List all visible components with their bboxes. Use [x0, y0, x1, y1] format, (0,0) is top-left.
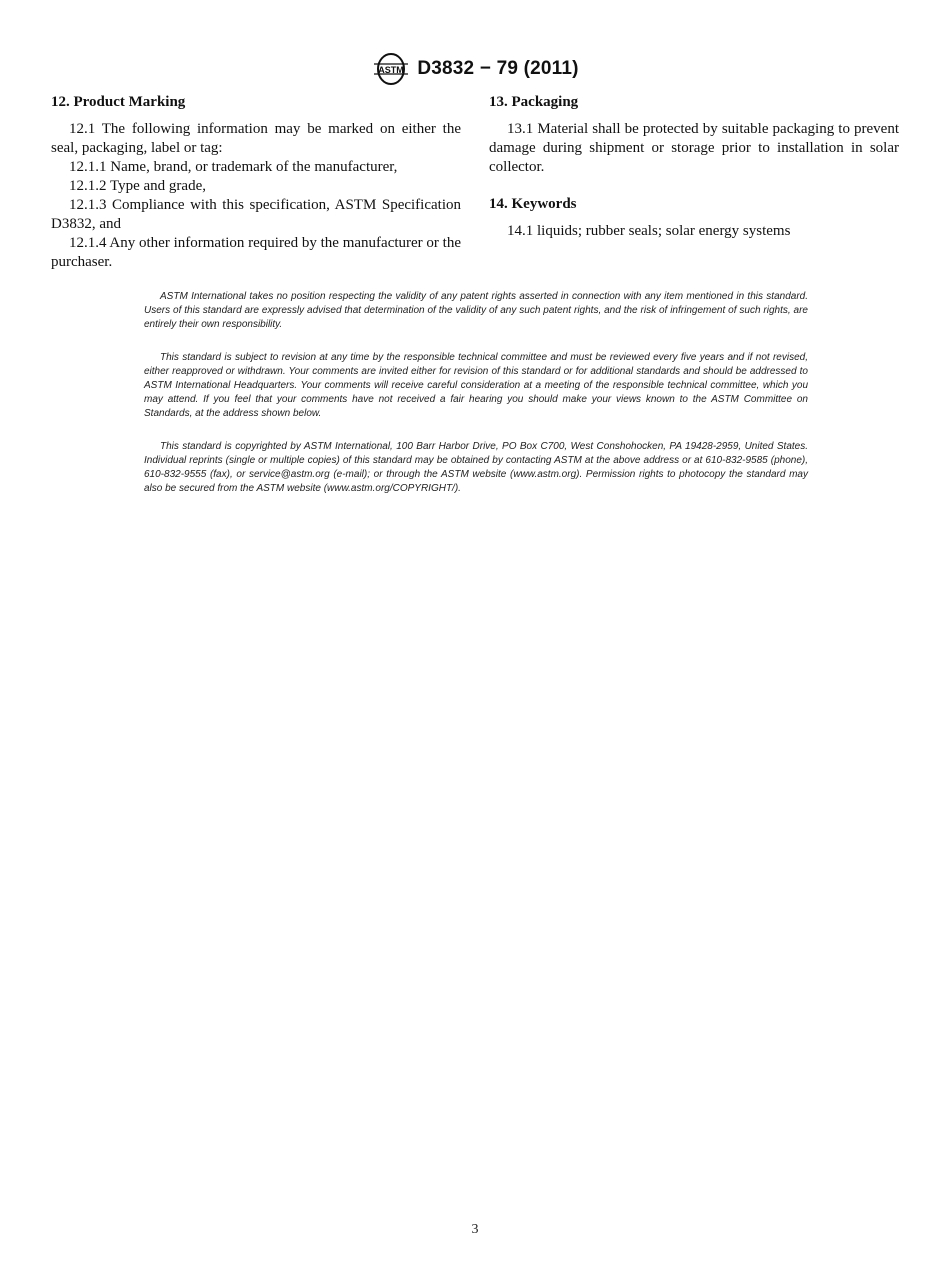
copyright-notice-text: This standard is copyrighted by ASTM International, 100 Barr Harbor Drive, PO Box C700, West Conshohocken, PA 19428-2959, United States. Individual reprints (single or multiple copies) of this standard may be obtained by contacting ASTM at the above address or at 610-832-9585 (phone), 610-832-9555 (fax), or service@astm.org (e-mail); or through the ASTM website (www.astm.org). Permission rights to photocopy the standard may also be secured from the ASTM website (www.astm.org/COPYRIGHT/). [144, 441, 808, 494]
section-13-heading: 13. Packaging [489, 94, 579, 110]
revision-notice-text: This standard is subject to revision at any time by the responsible technical committee and must be reviewed every five years and if not revised, either reapproved or withdrawn. Your comments are invited either for revision of this standard or for additional standards and should be addressed to ASTM International Headquarters. Your comments will receive careful consideration at a meeting of the responsible technical committee, which you may attend. If you feel that your comments have not received a fair hearing you should make your views known to the ASTM Committee on Standards, at the address shown below. [144, 352, 808, 419]
paragraph-13-1: 13.1 Material shall be protected by suitable packaging to prevent damage during shipment or storage prior to installation in solar collector. [489, 121, 899, 175]
astm-logo-icon [371, 52, 411, 86]
section-14-heading: 14. Keywords [489, 196, 577, 212]
paragraph-12-1: 12.1 The following information may be marked on either the seal, packaging, label or tag: [51, 121, 461, 156]
revision-notice [144, 351, 808, 421]
page-number: 3 [471, 1222, 479, 1237]
paragraph-12-1-2: 12.1.2 Type and grade, [69, 178, 206, 194]
paragraph-12-1-1: 12.1.1 Name, brand, or trademark of the manufacturer, [69, 159, 398, 175]
left-column [51, 93, 461, 272]
right-column [489, 93, 899, 241]
section-12-heading: 12. Product Marking [51, 94, 186, 110]
patent-notice-text: ASTM International takes no position respecting the validity of any patent rights asserted in connection with any item mentioned in this standard. Users of this standard are expressly advised that determination of the validity of any such patent rights, and the risk of infringement of such rights, are entirely their own responsibility. [144, 291, 808, 330]
paragraph-12-1-4: 12.1.4 Any other information required by the manufacturer or the purchaser. [51, 235, 461, 270]
document-header [0, 52, 950, 86]
patent-notice [144, 290, 808, 332]
paragraph-12-1-3: 12.1.3 Compliance with this specification, ASTM Specification D3832, and [51, 197, 461, 232]
paragraph-14-1: 14.1 liquids; rubber seals; solar energy systems [507, 223, 791, 239]
svg-text:ASTM: ASTM [378, 65, 405, 75]
copyright-notice [144, 440, 808, 496]
standard-designation: D3832 − 79 (2011) [417, 58, 579, 79]
